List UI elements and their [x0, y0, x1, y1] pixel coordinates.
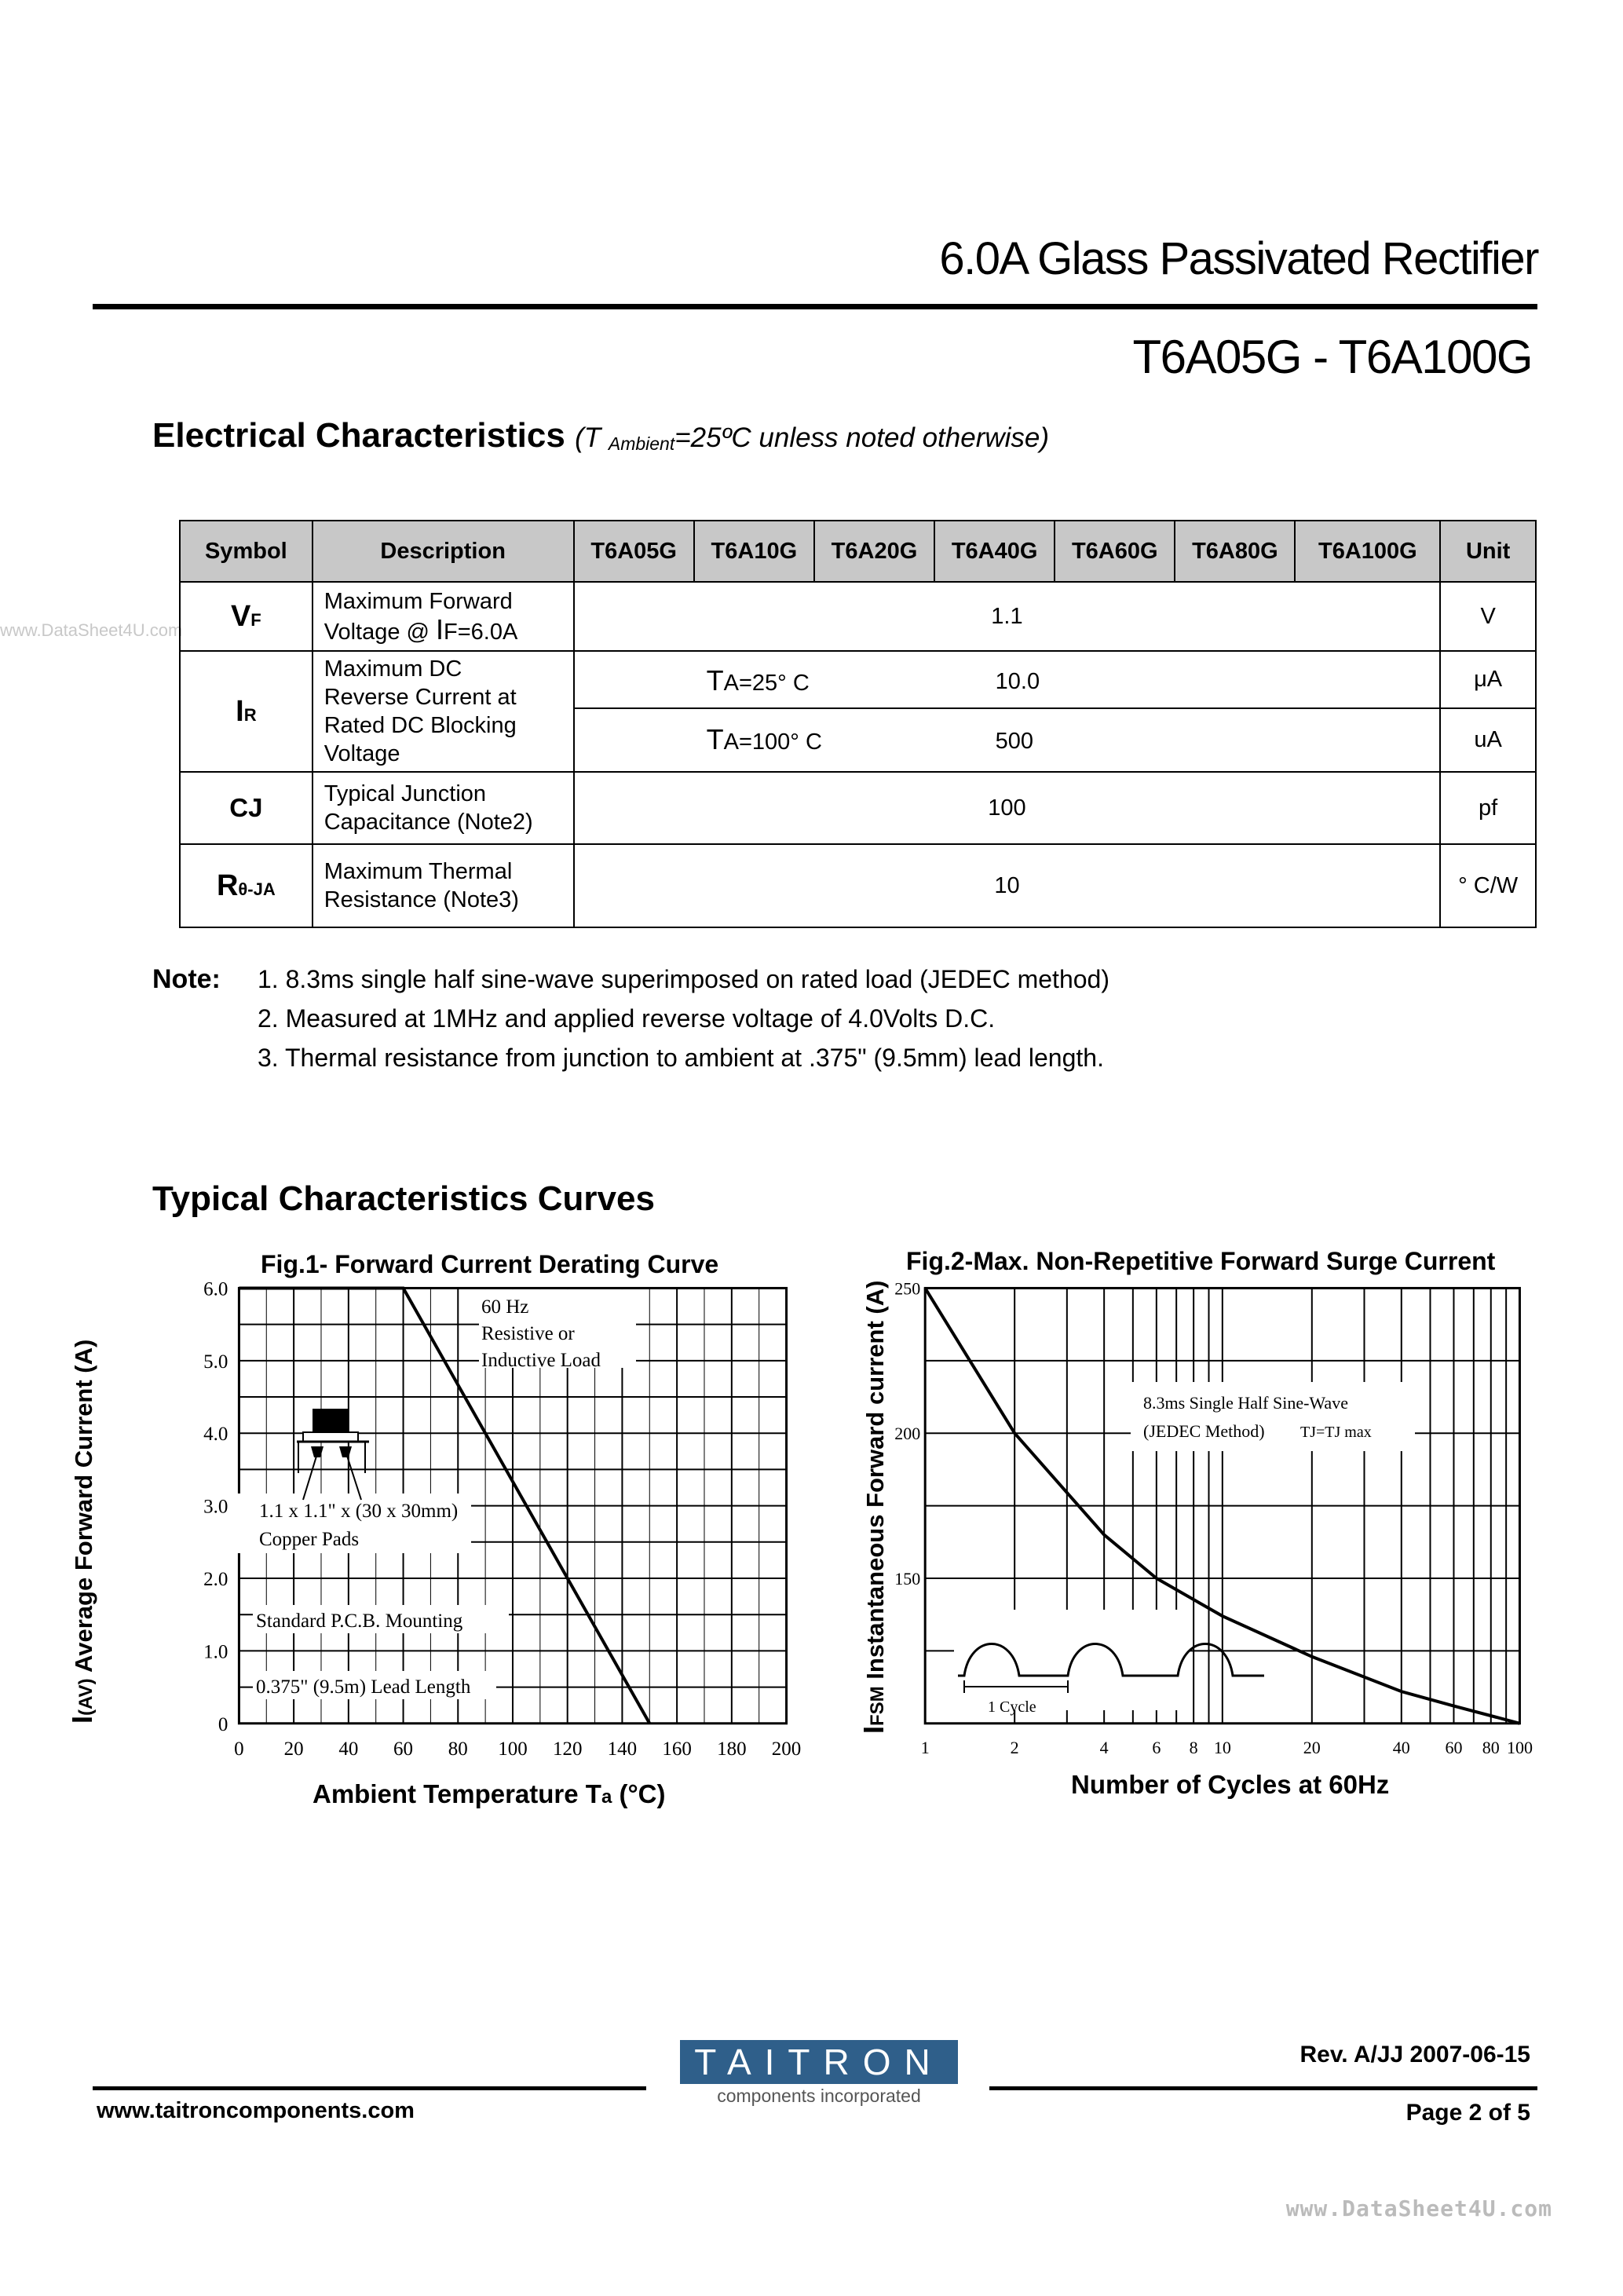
fig1-x-tick-label: 80 [448, 1738, 468, 1760]
doc-title: 6.0A Glass Passivated Rectifier [939, 233, 1538, 284]
page-number: Page 2 of 5 [1406, 2100, 1530, 2126]
symbol-cell: VF [180, 582, 313, 651]
fig2-y-tick-label: 200 [894, 1424, 921, 1444]
description-cell: Maximum Forward Voltage @ IF=6.0A [313, 582, 574, 651]
device-package-icon [297, 1409, 369, 1500]
fig2-x-tick-label: 20 [1303, 1737, 1321, 1757]
fig1-x-tick-label: 160 [662, 1738, 692, 1760]
fig1-x-tick-label: 200 [771, 1738, 802, 1760]
fig2-x-tick-label: 10 [1213, 1737, 1231, 1757]
col-header: T6A40G [934, 521, 1055, 582]
fig1-x-tick-label: 0 [234, 1738, 244, 1760]
col-header: Description [313, 521, 574, 582]
fig1-x-axis-label: Ambient Temperature Ta (°C) [313, 1779, 666, 1808]
electrical-conditions: (T $_{Ambient}$=25ºC unless noted otherwise) [575, 422, 1050, 454]
col-header: T6A60G [1055, 521, 1175, 582]
note-item: 1. 8.3ms single half sine-wave superimposed on rated load (JEDEC method) [258, 965, 1109, 993]
fig1-y-tick-label: 4.0 [203, 1424, 228, 1446]
fig2-y-tick-label: 250 [894, 1278, 921, 1299]
fig2-annotation: 1 Cycle [988, 1698, 1036, 1716]
fig2-annotation: TJ=TJ max [1300, 1424, 1372, 1441]
fig1-x-tick-label: 60 [393, 1738, 414, 1760]
watermark-top: www.DataSheet4U.com [0, 620, 183, 640]
symbol-cell: Rθ-JA [180, 844, 313, 927]
col-header: Unit [1440, 521, 1536, 582]
fig2-x-tick-label: 6 [1152, 1737, 1161, 1757]
description-cell: Maximum DC Reverse Current at Rated DC Blocking Voltage [313, 651, 574, 772]
value-cell: 100 [574, 772, 1441, 844]
revision-label: Rev. A/JJ 2007-06-15 [1299, 2042, 1530, 2067]
electrical-table [179, 520, 1537, 928]
col-header: T6A80G [1175, 521, 1295, 582]
description-cell: Maximum Thermal Resistance (Note3) [313, 844, 574, 927]
fig2-x-tick-label: 100 [1506, 1737, 1533, 1757]
col-header: T6A100G [1295, 521, 1440, 582]
fig2-title: Fig.2-Max. Non-Repetitive Forward Surge Current [906, 1247, 1496, 1275]
symbol-cell: CJ [180, 772, 313, 844]
unit-cell: pf [1440, 772, 1536, 844]
fig1-annotation: 0.375" (9.5m) Lead Length [256, 1676, 471, 1698]
fig1-y-tick-label: 2.0 [203, 1569, 228, 1591]
unit-cell: V [1440, 582, 1536, 651]
fig2-y-tick-label: 150 [894, 1569, 921, 1589]
symbol-cell: IR [180, 651, 313, 772]
value-cell: 10 [574, 844, 1441, 927]
table-row [180, 582, 1536, 651]
footer-rule-right [989, 2086, 1537, 2090]
value-cell: TA=100° C 500 [574, 708, 1441, 772]
fig2-chart [864, 1241, 1570, 1822]
taitron-logo: TAITRON [680, 2040, 958, 2084]
table-row [180, 772, 1536, 844]
description-cell: Typical Junction Capacitance (Note2) [313, 772, 574, 844]
website-link[interactable]: www.taitroncomponents.com [97, 2098, 415, 2123]
fig2-y-axis-label: IFSM Instantaneous Forward current (A) [857, 1280, 890, 1734]
fig1-annotation: Copper Pads [259, 1529, 360, 1550]
unit-cell: ° C/W [1440, 844, 1536, 927]
fig1-y-axis-label: I(AV) Average Forward Current (A) [66, 1339, 98, 1724]
unit-cell: uA [1440, 708, 1536, 772]
fig2-x-tick-label: 2 [1010, 1737, 1019, 1757]
curves-heading: Typical Characteristics Curves [152, 1179, 655, 1218]
note-item: 2. Measured at 1MHz and applied reverse voltage of 4.0Volts D.C. [258, 1004, 996, 1033]
fig1-annotation: 60 Hz [481, 1296, 529, 1318]
col-header: T6A20G [814, 521, 934, 582]
note-item: 3. Thermal resistance from junction to ambient at .375" (9.5mm) lead length. [258, 1044, 1104, 1072]
fig1-x-tick-label: 100 [498, 1738, 528, 1760]
fig1-chart [110, 1241, 817, 1822]
fig1-annotation: Resistive or [481, 1323, 575, 1344]
fig1-x-tick-label: 140 [607, 1738, 638, 1760]
watermark-bottom: www.DataSheet4U.com [1285, 2195, 1552, 2221]
fig2-x-tick-label: 4 [1099, 1737, 1109, 1757]
table-row [180, 651, 1536, 708]
fig1-x-tick-label: 120 [552, 1738, 583, 1760]
fig1-x-tick-label: 40 [338, 1738, 359, 1760]
fig2-x-tick-label: 8 [1189, 1737, 1198, 1757]
fig2-x-axis-label: Number of Cycles at 60Hz [1071, 1770, 1390, 1799]
fig1-x-tick-label: 20 [283, 1738, 304, 1760]
taitron-logo-subtitle: components incorporated [717, 2086, 921, 2106]
value-cell: TA=25° C 10.0 [574, 651, 1441, 708]
fig1-y-tick-label: 6.0 [203, 1278, 228, 1300]
fig2-x-tick-label: 40 [1392, 1737, 1410, 1757]
fig2-x-tick-label: 60 [1445, 1737, 1463, 1757]
fig2-x-tick-label: 80 [1482, 1737, 1500, 1757]
electrical-heading-text: Electrical Characteristics [152, 416, 565, 455]
table-header-row [180, 521, 1536, 582]
col-header: Symbol [180, 521, 313, 582]
fig2-annotation: (JEDEC Method) [1143, 1421, 1265, 1441]
fig1-annotation: Inductive Load [481, 1350, 601, 1371]
fig1-title: Fig.1- Forward Current Derating Curve [261, 1250, 719, 1278]
col-header: T6A05G [574, 521, 694, 582]
fig1-annotation: 1.1 x 1.1" x (30 x 30mm) [259, 1501, 459, 1522]
header-rule [93, 304, 1537, 309]
unit-cell: μA [1440, 651, 1536, 708]
fig1-y-tick-label: 3.0 [203, 1496, 228, 1518]
fig1-y-tick-label: 0 [217, 1713, 228, 1735]
col-header: T6A10G [694, 521, 814, 582]
notes-label: Note: [152, 964, 221, 994]
table-row [180, 844, 1536, 927]
value-cell: 1.1 [574, 582, 1441, 651]
fig2-annotation: 8.3ms Single Half Sine-Wave [1143, 1393, 1348, 1413]
fig1-y-tick-label: 1.0 [203, 1641, 228, 1663]
part-range: T6A05G - T6A100G [1132, 331, 1532, 383]
footer-rule-left [93, 2086, 646, 2090]
fig1-y-tick-label: 5.0 [203, 1351, 228, 1373]
electrical-heading [152, 416, 1049, 455]
fig1-annotation: Standard P.C.B. Mounting [256, 1610, 463, 1632]
fig2-x-tick-label: 1 [920, 1737, 930, 1757]
fig1-x-tick-label: 180 [717, 1738, 747, 1760]
